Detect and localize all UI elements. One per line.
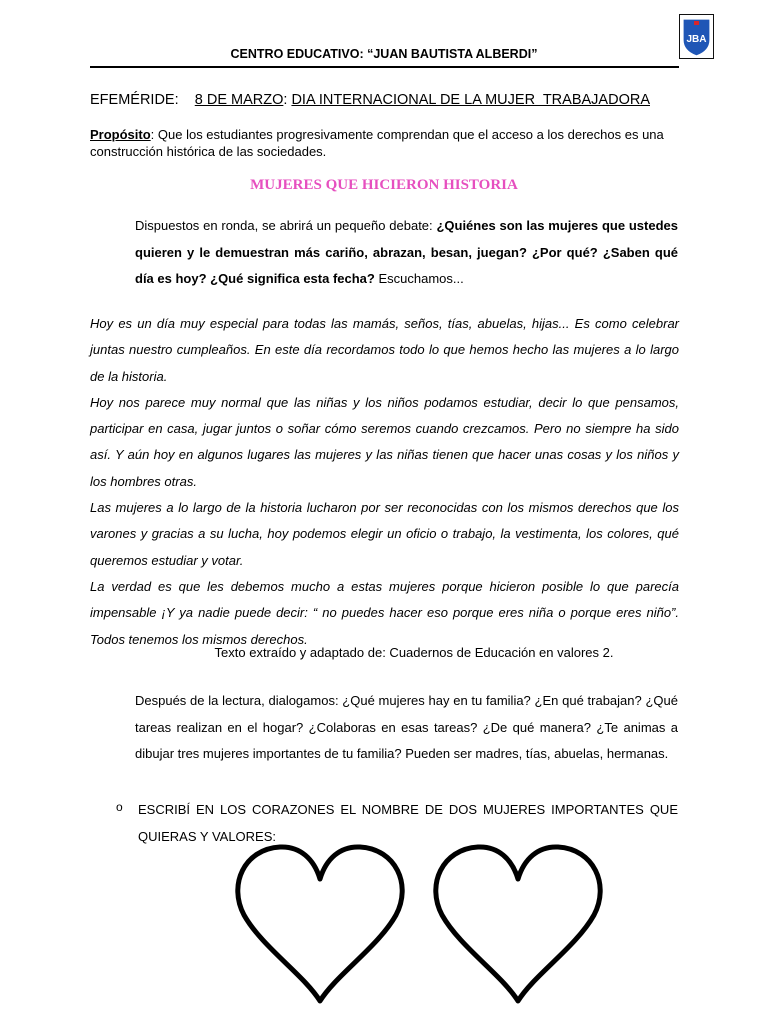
story-paragraph-1: Hoy es un día muy especial para todas las mamás, seños, tías, abuelas, hijas... Es como celebrar juntas nuestro cumpleaños. En este día recordamos todo lo que hemos hecho las mujeres a lo largo de la historia. bbox=[90, 316, 679, 384]
instruction-paragraph: ESCRIBÍ EN LOS CORAZONES EL NOMBRE DE DOS MUJERES IMPORTANTES QUE QUIERAS Y VALORES: bbox=[138, 802, 678, 844]
efemeride-name: DIA INTERNACIONAL DE LA MUJER TRABAJADORA bbox=[291, 92, 650, 108]
purpose-text: : Que los estudiantes progresivamente comprendan que el acceso a los derechos es una construcción histórica de las sociedades. bbox=[90, 127, 664, 159]
efemeride-line bbox=[90, 92, 650, 108]
purpose-label: Propósito bbox=[90, 127, 151, 142]
efemeride-separator: : bbox=[283, 92, 288, 108]
story-text bbox=[90, 311, 679, 653]
source-citation: Texto extraído y adaptado de: Cuadernos de Educación en valores 2. bbox=[214, 645, 614, 660]
circle-bullet-icon: o bbox=[116, 800, 123, 814]
logo-text: JBA bbox=[686, 34, 707, 45]
story-paragraph-2: Hoy nos parece muy normal que las niñas y los niños podamos estudiar, decir lo que pensamos, participar en casa, jugar juntos o soñar cómo seremos cuando crezcamos. Pero no siempre ha sido así. Y aún hoy en algunos lugares las mujeres y las niñas tienen que hacer unas cosas y los niños y los hombres otras. bbox=[90, 394, 679, 489]
school-title: CENTRO EDUCATIVO: “JUAN BAUTISTA ALBERDI” bbox=[230, 47, 538, 61]
debate-question: ¿Quiénes son las mujeres que ustedes quieren y le demuestran más cariño, abrazan, besan, juegan? ¿Por qué? ¿Saben qué día es hoy? ¿Qué significa esta fecha? bbox=[135, 218, 678, 286]
story-paragraph-4: La verdad es que les debemos mucho a estas mujeres porque hicieron posible lo que parecía impensable ¡Y ya nadie puede decir: “ no puedes hacer eso porque eres niña o porque eres niño”. Todos tenemos los mismos derechos. bbox=[90, 578, 679, 647]
school-logo bbox=[679, 14, 714, 59]
section-title: MUJERES QUE HICIERON HISTORIA bbox=[250, 177, 518, 193]
header-divider bbox=[90, 66, 679, 68]
debate-intro: Dispuestos en ronda, se abrirá un pequeño debate: bbox=[135, 218, 437, 233]
debate-paragraph bbox=[135, 213, 678, 293]
shield-icon bbox=[680, 15, 713, 58]
purpose-paragraph bbox=[90, 126, 680, 160]
dialogue-paragraph: Después de la lectura, dialogamos: ¿Qué mujeres hay en tu familia? ¿En qué trabajan? ¿Qué tareas realizan en el hogar? ¿Colaboras en esas tareas? ¿De qué manera? ¿Te animas a dibujar tres mujeres importantes de tu familia? Pueden ser madres, tías, abuelas, hermanas. bbox=[135, 693, 678, 761]
efemeride-date: 8 DE MARZO bbox=[194, 92, 284, 108]
story-paragraph-3: Las mujeres a lo largo de la historia lucharon por ser reconocidas con los mismos derechos que los varones y gracias a su lucha, hoy podemos elegir un oficio o trabajo, la vestimenta, los colores, qué queremos estudiar y votar. bbox=[90, 500, 679, 568]
heart-outline-icon[interactable] bbox=[234, 843, 406, 1005]
debate-outro: Escuchamos... bbox=[374, 271, 464, 286]
efemeride-label: EFEMÉRIDE: bbox=[90, 92, 179, 108]
heart-outline-icon[interactable] bbox=[432, 843, 604, 1005]
